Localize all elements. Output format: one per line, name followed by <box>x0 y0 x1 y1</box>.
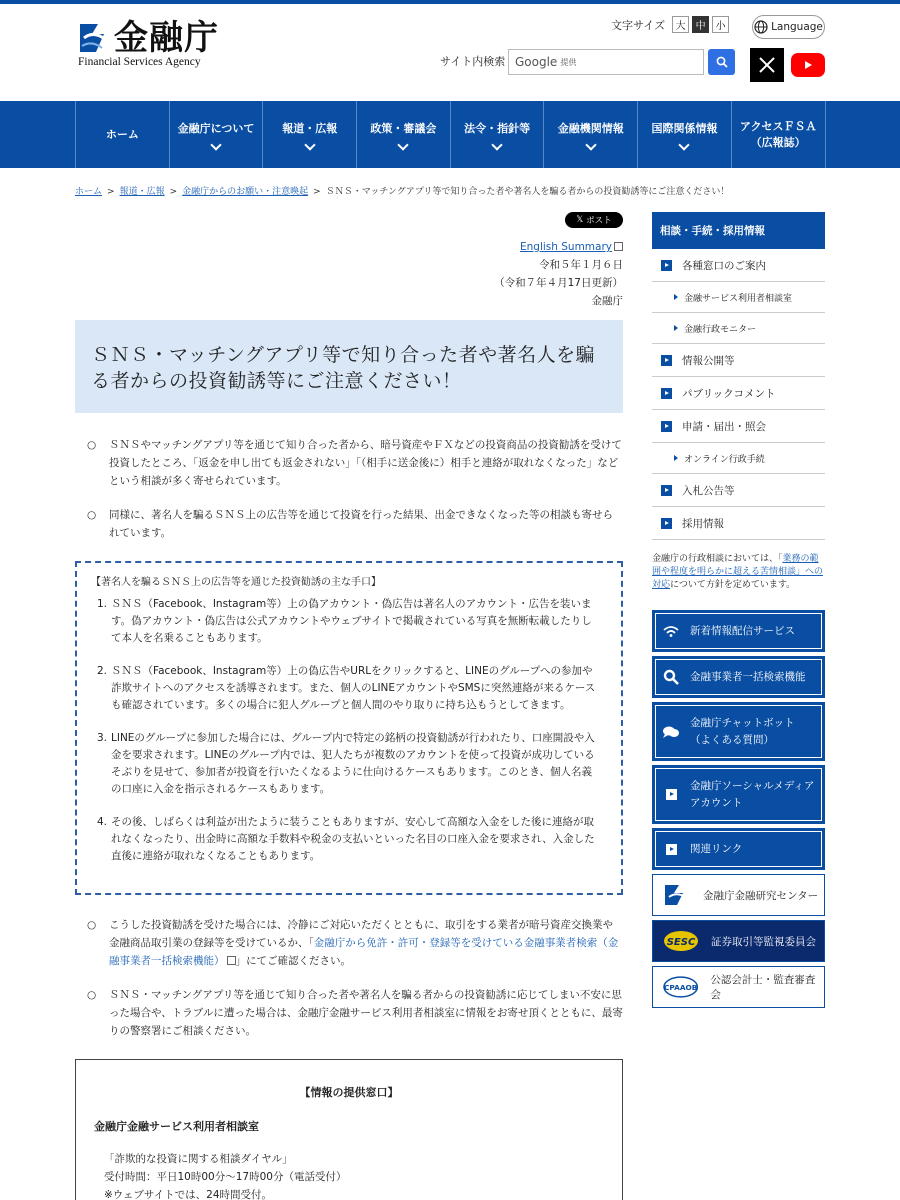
sidebar <box>652 212 825 1001</box>
breadcrumb-separator: > <box>313 187 321 197</box>
scam-method-item <box>91 730 607 798</box>
scam-method-number: 4. <box>97 816 108 828</box>
x-post-button[interactable] <box>565 212 623 228</box>
business-search-label: 金融事業者一括検索機能 <box>690 670 806 683</box>
contact-info-box <box>75 1059 623 1200</box>
triangle-right-icon <box>674 455 678 461</box>
chatbot-button[interactable] <box>652 702 825 761</box>
nav-item-label: 金融庁について <box>177 121 255 135</box>
sidebar-item-label: 採用情報 <box>682 517 724 530</box>
nav-item-6[interactable] <box>638 101 732 168</box>
font-size-label: 文字サイズ <box>611 18 666 32</box>
fsa-logo[interactable] <box>76 20 226 72</box>
x-logo-icon: 𝕏 <box>576 215 584 225</box>
sidebar-item-label: 情報公開等 <box>682 354 735 367</box>
scam-method-number: 2. <box>97 665 108 677</box>
nav-item-label: 金融機関情報 <box>557 121 624 135</box>
paragraph-2-text: 同様に、著名人を騙るＳＮＳ上の広告等を通じて投資を行った結果、出金できなくなった等の相談も寄せられています。 <box>109 509 613 539</box>
bullet-marker: ○ <box>87 439 97 451</box>
complaint-policy-link[interactable]: 業務の範囲や程度を明らかに超える苦情相談」への対応 <box>652 554 824 590</box>
nav-item-4[interactable] <box>451 101 545 168</box>
language-button[interactable] <box>752 15 825 39</box>
bullet-marker: ○ <box>87 509 97 521</box>
search-button[interactable] <box>708 49 735 75</box>
bullet-marker: ○ <box>87 989 97 1001</box>
arrow-icon <box>662 789 680 800</box>
arrow-square-icon <box>661 355 672 366</box>
font-size-switcher <box>611 16 729 33</box>
sidebar-subitem[interactable] <box>652 282 825 313</box>
contact-dial-name: 「詐欺的な投資に関する相談ダイヤル」 <box>104 1153 293 1165</box>
nav-item-0[interactable] <box>76 101 170 168</box>
x-social-button[interactable] <box>750 48 784 82</box>
sidebar-item-label: 申請・届出・照会 <box>682 420 766 433</box>
paragraph-2 <box>87 506 623 542</box>
financial-business-search-link[interactable]: 金融庁から免許・許可・登録等を受けている金融事業者検索（金融事業者一括検索機能） <box>109 937 619 967</box>
cpaaob-logo-text: CPAAOB <box>664 982 698 992</box>
update-date: （令和７年４月17日更新） <box>494 277 623 289</box>
nav-item-label: 国際関係情報 <box>651 121 718 135</box>
arrow-square-icon <box>661 388 672 399</box>
paragraph-1 <box>87 436 623 490</box>
triangle-right-icon <box>674 294 678 300</box>
language-label: Language <box>771 21 823 33</box>
nav-item-3[interactable] <box>357 101 451 168</box>
sesc-label: 証券取引等監視委員会 <box>711 935 816 948</box>
contact-organization: 金融庁金融サービス利用者相談室 <box>94 1120 259 1133</box>
sidebar-item-label: 金融サービス利用者相談室 <box>684 293 793 304</box>
chevron-down-icon <box>585 139 596 150</box>
contact-web-note: ※ウェブサイトでは、24時間受付。 <box>104 1189 273 1200</box>
global-navigation <box>0 101 900 168</box>
breadcrumb <box>75 184 729 197</box>
global-nav-list <box>75 101 826 168</box>
globe-icon <box>754 20 768 34</box>
sidebar-note-text-before: 金融庁の行政相談においては、「 <box>652 554 783 564</box>
font-size-small-button[interactable]: 小 <box>712 16 729 33</box>
sidebar-item-label: パブリックコメント <box>682 387 776 400</box>
sidebar-subitem[interactable] <box>652 313 825 344</box>
english-summary-link[interactable]: English Summary <box>520 241 612 253</box>
nav-item-1[interactable] <box>170 101 264 168</box>
paragraph-4 <box>87 986 623 1040</box>
breadcrumb-notice-link[interactable]: 金融庁からのお願い・注意喚起 <box>182 187 309 197</box>
scam-methods-heading: 【著名人を騙るＳＮＳ上の広告等を通じた投資勧誘の主な手口】 <box>91 577 381 588</box>
sidebar-note-text-after: について方針を定めています。 <box>670 580 796 590</box>
external-link-icon <box>227 956 236 965</box>
social-media-label: 金融庁ソーシャルメディア アカウント <box>690 779 815 809</box>
related-links-label: 関連リンク <box>690 842 743 855</box>
font-size-medium-button[interactable]: 中 <box>692 16 709 33</box>
scam-method-text: その後、しばらくは利益が出たように装うこともありますが、安心して高額な入金をした後に連絡が取れなくなったり、出金時に高額な手数料や税金の支払いといった名目の口座入金を要求され、入金した直後に連絡が取れなくなることもあります。 <box>111 816 595 862</box>
publish-date: 令和５年１月６日 <box>539 259 623 271</box>
paragraph-3-text-before: こうした投資勧誘を受けた場合には、冷静にご対応いただくとともに、取引をする業者が暗号資産交換業や金融商品取引業の登録等を受けているか、「 <box>109 919 613 949</box>
scam-method-item <box>91 596 607 647</box>
sidebar-item[interactable] <box>652 410 825 443</box>
breadcrumb-current: ＳＮＳ・マッチングアプリ等で知り合った者や著名人を騙る者からの投資勧誘等にご注意ください！ <box>325 187 730 197</box>
contact-hours: 受付時間：平日10時00分～17時00分（電話受付） <box>104 1171 347 1183</box>
logo-english: Financial Services Agency <box>78 56 201 68</box>
nav-item-2[interactable] <box>263 101 357 168</box>
paragraph-1-text: ＳＮＳやマッチングアプリ等を通じて知り合った者から、暗号資産やＦＸなどの投資商品の投資勧誘を受けて投資したところ、「返金を申し出ても返金されない」「（相手に送金後に）相手と連絡が取れなくなった」などという相談が多く寄せられています。 <box>109 439 622 487</box>
chat-icon <box>662 725 680 739</box>
chevron-down-icon <box>679 139 690 150</box>
sidebar-item-label: オンライン行政手続 <box>684 454 765 465</box>
search-icon <box>662 669 680 685</box>
breadcrumb-press-link[interactable]: 報道・広報 <box>119 187 165 197</box>
chevron-down-icon <box>210 139 221 150</box>
author-agency: 金融庁 <box>591 295 623 307</box>
fsa-mark-icon <box>76 20 112 56</box>
scam-method-item <box>91 814 607 865</box>
sidebar-item[interactable] <box>652 249 825 282</box>
paragraph-3 <box>87 916 623 970</box>
research-center-label: 金融庁金融研究センター <box>703 889 819 902</box>
scam-methods-box <box>75 561 623 895</box>
site-search-input[interactable] <box>508 49 704 75</box>
paragraph-4-text: ＳＮＳ・マッチングアプリ等を通じて知り合った者や著名人を騙る者からの投資勧誘に応じてしまい不安に思った場合や、トラブルに遭った場合は、金融庁金融サービス利用者相談室に情報をお寄せ頂くとともに、最寄りの警察署にご相談ください。 <box>109 989 623 1037</box>
news-delivery-label: 新着情報配信サービス <box>690 624 795 637</box>
arrow-square-icon <box>661 518 672 529</box>
site-search-label: サイト内検索 <box>440 55 506 68</box>
fsa-research-logo <box>663 883 691 907</box>
youtube-social-button[interactable] <box>791 53 825 77</box>
x-logo-icon <box>758 56 776 74</box>
sesc-logo <box>663 929 699 953</box>
sesc-logo-text: SESC <box>666 937 696 948</box>
scam-method-text: LINEのグループに参加した場合には、グループ内で特定の銘柄の投資勧誘が行われたり、口座開設や入金を要求されます。LINEのグループ内では、犯人たちが複数のアカウントを使って投資が成功しているそぶりを見せて、参加者が投資を行いたくなるように仕向けるケースもあります。このとき、個人名義の口座に入金を指示されるケースもあります。 <box>111 732 595 795</box>
cpaaob-logo <box>663 975 698 999</box>
search-provider-text: 提供 <box>560 57 577 67</box>
nav-item-label: 法令・指針等 <box>464 121 531 135</box>
bullet-marker: ○ <box>87 919 97 931</box>
breadcrumb-separator: > <box>107 187 115 197</box>
social-media-button[interactable] <box>652 765 825 824</box>
sidebar-item-label: 入札公告等 <box>682 484 735 497</box>
sidebar-menu <box>652 249 825 540</box>
sidebar-heading: 相談・手続・採用情報 <box>652 212 825 249</box>
paragraph-3-text-after: 」にてご確認ください。 <box>235 955 351 967</box>
research-center-banner[interactable] <box>652 874 825 916</box>
scam-method-item <box>91 663 607 714</box>
sidebar-item[interactable] <box>652 377 825 410</box>
youtube-logo-icon <box>802 59 814 71</box>
sidebar-item[interactable] <box>652 474 825 507</box>
post-label: ポスト <box>586 216 612 226</box>
related-links-button[interactable] <box>652 828 825 870</box>
arrow-square-icon <box>661 260 672 271</box>
breadcrumb-home-link[interactable]: ホーム <box>75 187 103 197</box>
scam-method-text: ＳＮＳ（Facebook、Instagram等）上の偽広告やURLをクリックすると、LINEのグループへの参加や詐欺サイトへのアクセスを誘導されます。また、個人のLINEアカウントやSMSに突然連絡が来るケースも確認されています。多くの場合に犯人グループと個人間のやり取りに持ち込もうとしてきます。 <box>111 665 596 711</box>
sidebar-item-label: 金融行政モニター <box>684 324 757 335</box>
sidebar-item[interactable] <box>652 507 825 540</box>
nav-item-5[interactable] <box>544 101 638 168</box>
sidebar-note <box>652 553 825 592</box>
nav-item-label: 報道・広報 <box>282 121 338 135</box>
chevron-down-icon <box>491 139 502 150</box>
scam-method-number: 1. <box>97 598 108 610</box>
triangle-right-icon <box>674 325 678 331</box>
page-title-box <box>75 320 623 413</box>
cpaaob-banner[interactable] <box>652 966 825 1008</box>
business-search-button[interactable] <box>652 656 825 698</box>
font-size-large-button[interactable]: 大 <box>672 16 689 33</box>
chevron-down-icon <box>304 139 315 150</box>
arrow-icon <box>662 844 680 855</box>
nav-item-7[interactable] <box>732 101 826 168</box>
sidebar-item[interactable] <box>652 344 825 377</box>
site-header <box>0 4 900 101</box>
scam-method-text: ＳＮＳ（Facebook、Instagram等）上の偽アカウント・偽広告は著名人のアカウント・広告を装います。偽アカウント・偽広告は公式アカウントやウェブサイトで掲載されている写真を無断転載したりして本人を名乗ることもあります。 <box>111 598 592 644</box>
cpaaob-label: 公認会計士・監査審査会 <box>710 974 816 1001</box>
external-link-icon <box>614 242 623 251</box>
contact-heading: 【情報の提供窓口】 <box>299 1086 399 1099</box>
sesc-banner[interactable] <box>652 920 825 962</box>
nav-item-label: アクセスＦＳＡ （広報誌） <box>739 119 817 149</box>
logo-japanese: 金融庁 <box>114 18 219 58</box>
google-brand-text: Google <box>515 55 558 69</box>
chevron-down-icon <box>398 139 409 150</box>
nav-item-label: 政策・審議会 <box>370 121 437 135</box>
sidebar-item-label: 各種窓口のご案内 <box>682 259 766 272</box>
page-title: ＳＮＳ・マッチングアプリ等で知り合った者や著名人を騙る者からの投資勧誘等にご注意ください！ <box>91 344 596 392</box>
search-icon <box>716 56 728 68</box>
article-meta <box>494 238 623 310</box>
rss-icon <box>662 625 680 637</box>
sidebar-subitem[interactable] <box>652 443 825 474</box>
chatbot-label: 金融庁チャットボット （よくある質問） <box>690 716 795 746</box>
news-delivery-button[interactable] <box>652 610 825 652</box>
arrow-square-icon <box>661 421 672 432</box>
nav-item-label: ホーム <box>105 127 139 141</box>
arrow-square-icon <box>661 485 672 496</box>
scam-method-number: 3. <box>97 732 108 744</box>
breadcrumb-separator: > <box>169 187 178 197</box>
scam-methods-list <box>91 596 607 865</box>
